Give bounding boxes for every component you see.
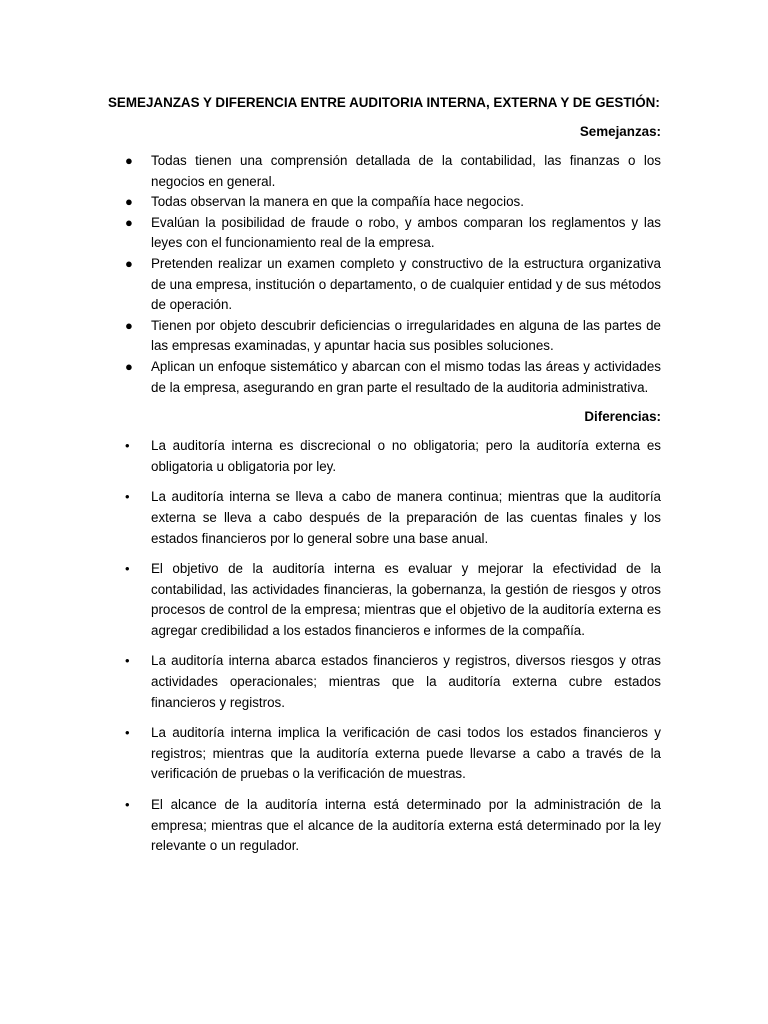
bullet-icon: •	[125, 438, 130, 454]
document-page	[108, 92, 661, 867]
diferencia-text: El alcance de la auditoría interna está determinado por la administración de la empresa; mientras que el alcance de la auditoría externa está determinado por la ley relevante o un regulador.	[151, 797, 661, 854]
bullet-icon: ●	[125, 153, 133, 168]
semejanza-item	[108, 254, 661, 316]
semejanza-text: Aplican un enfoque sistemático y abarcan con el mismo todas las áreas y actividades de la empresa, asegurando en gran parte el resultado de la auditoria administrativa.	[151, 358, 661, 395]
bullet-icon: ●	[125, 255, 133, 271]
semejanza-text: Evalúan la posibilidad de fraude o robo, y ambos comparan los reglamentos y las leyes con el funcionamiento real de la empresa.	[151, 214, 661, 251]
bullet-icon: ●	[125, 317, 133, 333]
bullet-icon: ●	[125, 214, 133, 230]
semejanza-text: Todas observan la manera en que la compañía hace negocios.	[151, 194, 524, 210]
diferencia-item	[108, 559, 661, 641]
bullet-icon: ●	[125, 358, 133, 374]
diferencias-list	[108, 436, 661, 857]
bullet-icon: •	[125, 561, 130, 577]
diferencia-item	[108, 436, 661, 477]
bullet-icon: ●	[125, 194, 133, 210]
diferencia-text: La auditoría interna es discrecional o no obligatoria; pero la auditoría externa es obligatoria u obligatoria por ley.	[151, 438, 661, 474]
diferencia-text: El objetivo de la auditoría interna es evaluar y mejorar la efectividad de la contabilidad, las actividades financieras, la gobernanza, la gestión de riesgos y otros procesos de control de la empresa; mientras que el objetivo de la auditoría externa es agregar credibilidad a los estados financieros e informes de la compañía.	[151, 561, 661, 638]
diferencia-item	[108, 651, 661, 713]
bullet-icon: •	[125, 489, 130, 505]
semejanza-text: Todas tienen una comprensión detallada de la contabilidad, las finanzas o los negocios en general.	[151, 153, 661, 189]
diferencia-text: La auditoría interna abarca estados financieros y registros, diversos riesgos y otras actividades operacionales; mientras que la auditoría externa cubre estados financieros y registros.	[151, 653, 661, 710]
diferencia-item	[108, 487, 661, 549]
document-title: SEMEJANZAS Y DIFERENCIA ENTRE AUDITORIA INTERNA, EXTERNA Y DE GESTIÓN:	[108, 95, 660, 110]
bullet-icon: •	[125, 725, 130, 741]
semejanza-item	[108, 151, 661, 192]
diferencia-item	[108, 795, 661, 857]
diferencia-text: La auditoría interna se lleva a cabo de manera continua; mientras que la auditoría externa se lleva a cabo después de la preparación de las cuentas finales y los estados financieros por lo general sobre una base anual.	[151, 489, 661, 546]
semejanza-item	[108, 316, 661, 357]
semejanzas-heading: Semejanzas:	[579, 124, 661, 139]
diferencia-item	[108, 723, 661, 785]
semejanza-item	[108, 213, 661, 254]
bullet-icon: •	[125, 653, 130, 669]
semejanza-text: Tienen por objeto descubrir deficiencias o irregularidades en alguna de las partes de las empresas examinadas, y apuntar hacia sus posibles soluciones.	[151, 317, 661, 354]
semejanzas-list	[108, 151, 661, 398]
bullet-icon: •	[125, 797, 130, 813]
semejanza-item	[108, 192, 661, 213]
semejanza-item	[108, 357, 661, 398]
semejanza-text: Pretenden realizar un examen completo y constructivo de la estructura organizativa de una empresa, institución o departamento, o de cualquier entidad y de sus métodos de operación.	[151, 255, 661, 313]
diferencia-text: La auditoría interna implica la verificación de casi todos los estados financieros y registros; mientras que la auditoría externa puede llevarse a cabo a través de la verificación de pruebas o la verificación de muestras.	[151, 725, 661, 782]
diferencias-heading: Diferencias:	[584, 409, 661, 425]
